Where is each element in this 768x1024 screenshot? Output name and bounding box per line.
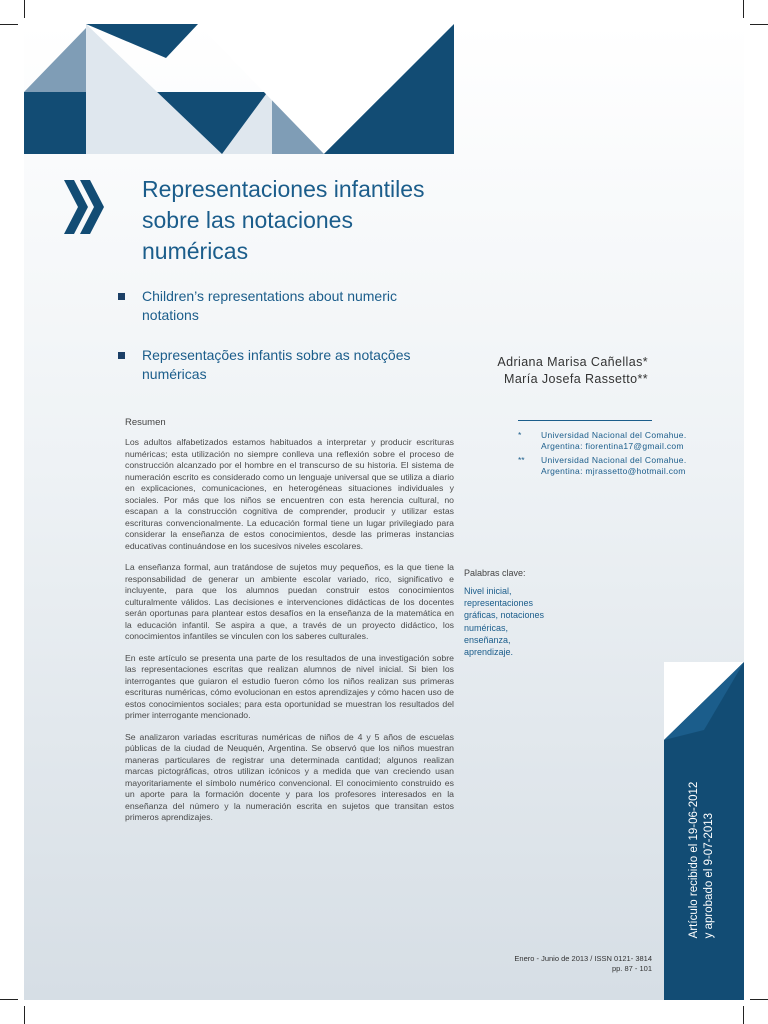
bullet-square-icon [118, 293, 125, 300]
bullet-square-icon [118, 352, 125, 359]
submission-dates [687, 782, 717, 939]
page-range: pp. 87 - 101 [611, 964, 652, 973]
author-list [497, 354, 648, 388]
crop-mark [24, 0, 25, 18]
abstract-paragraph: Se analizaron variadas escrituras numéricas de niños de 4 y 5 años de escuelas públicas de la ciudad de Neuquén, Argentina. Se observó que los niños muestran maneras particulares de registrar una determinada cantidad; algunos realizan marcas pictográficas, otros utilizan icónicos y a medida que van creciendo usan mayoritariamente el símbolo numérico convencional. El conocimiento construido es un aporte para la formación docente y para los profesores interesados en la enseñanza del número y la numeración escrita en sujetos que transitan estos primeros aprendizajes. [125, 731, 454, 822]
portuguese-title [118, 346, 448, 384]
header-triangles-graphic [24, 24, 454, 156]
affiliation [518, 455, 718, 477]
divider [518, 420, 652, 421]
affiliation [518, 430, 718, 452]
affiliation-mark: ** [518, 455, 525, 465]
crop-mark [24, 1006, 25, 1024]
affiliation-mark: * [518, 430, 522, 440]
abstract-heading: Resumen [125, 417, 166, 428]
keywords-heading: Palabras clave: [464, 568, 526, 578]
author-name: Adriana Marisa Cañellas* [497, 355, 648, 369]
article-title: Representaciones infantiles sobre las notaciones numéricas [142, 176, 425, 264]
crop-mark [0, 24, 18, 25]
portuguese-title-text: Representações infantis sobre as notações numéricas [142, 347, 411, 382]
author-name: María Josefa Rassetto** [504, 372, 648, 386]
approved-date: y aprobado el 9-07-2013 [703, 812, 715, 939]
abstract-paragraph: La enseñanza formal, aun tratándose de sujetos muy pequeños, es la que tiene la responsabilidad de generar un ambiente escolar variado, rico, significativo e incluyente, para que los alumnos puedan construir estos conocimientos culturalmente válidos. Las decisiones e intervenciones didácticas de los docentes serán oportunas para plantear estos desafíos en la enseñanza de la matemática en la educación infantil. Se aspira a que, a través de un proyecto didáctico, los conocimientos infantiles se vinculen con los saberes culturales. [125, 562, 454, 641]
abstract-body [125, 437, 454, 834]
crop-mark [0, 999, 18, 1000]
english-title [118, 287, 448, 325]
crop-mark [750, 24, 768, 25]
abstract-paragraph: Los adultos alfabetizados estamos habituados a interpretar y producir escrituras numéricas; esta utilización no siempre conlleva una reflexión sobre el proceso de construcción alcanzado por el hombre en el transcurso de su historia. El sistema de numeración escrito es considerado como un lenguaje universal que se utiliza a diario en explicaciones, comunicaciones, en heterogéneas situaciones individuales y sociales. Por más que los niños se encuentren con esta herencia cultural, no escapan a la construcción cognitiva de comprender, producir y utilizar estas escrituras convencionalmente. La educación formal tiene un lugar privilegiado para considerar la enseñanza de estos conocimientos, desde las primeras instancias educativas continuándose en los sucesivos niveles escolares. [125, 437, 454, 551]
crop-mark [750, 999, 768, 1000]
affiliation-text: Universidad Nacional del Comahue. Argentina: fiorentina17@gmail.com [541, 430, 687, 451]
crop-mark [743, 0, 744, 18]
abstract-paragraph: En este artículo se presenta una parte de los resultados de una investigación sobre las representaciones escritas que realizan alumnos de nivel inicial. Si bien los interrogantes que guiaron el estudio fueron cómo los niños realizan sus primeras escrituras numéricas, cómo evolucionan en estos aprendizajes y cómo hacen uso de estos conocimientos sociales; para esta oportunidad se muestran los resultados del primer interrogante mencionado. [125, 652, 454, 720]
issue-info: Enero - Junio de 2013 / ISSN 0121- 3814 [514, 954, 652, 963]
publication-reference [514, 954, 652, 974]
chevron-right-icon [64, 180, 106, 234]
crop-mark [743, 1006, 744, 1024]
affiliation-text: Universidad Nacional del Comahue. Argentina: mjrassetto@hotmail.com [541, 455, 687, 476]
keywords-list: Nivel inicial, representaciones gráficas, notaciones numéricas, enseñanza, aprendizaje. [464, 586, 545, 658]
english-title-text: Children’s representations about numeric notations [142, 288, 397, 323]
received-date: Artículo recibido el 19-06-2012 [688, 781, 700, 939]
